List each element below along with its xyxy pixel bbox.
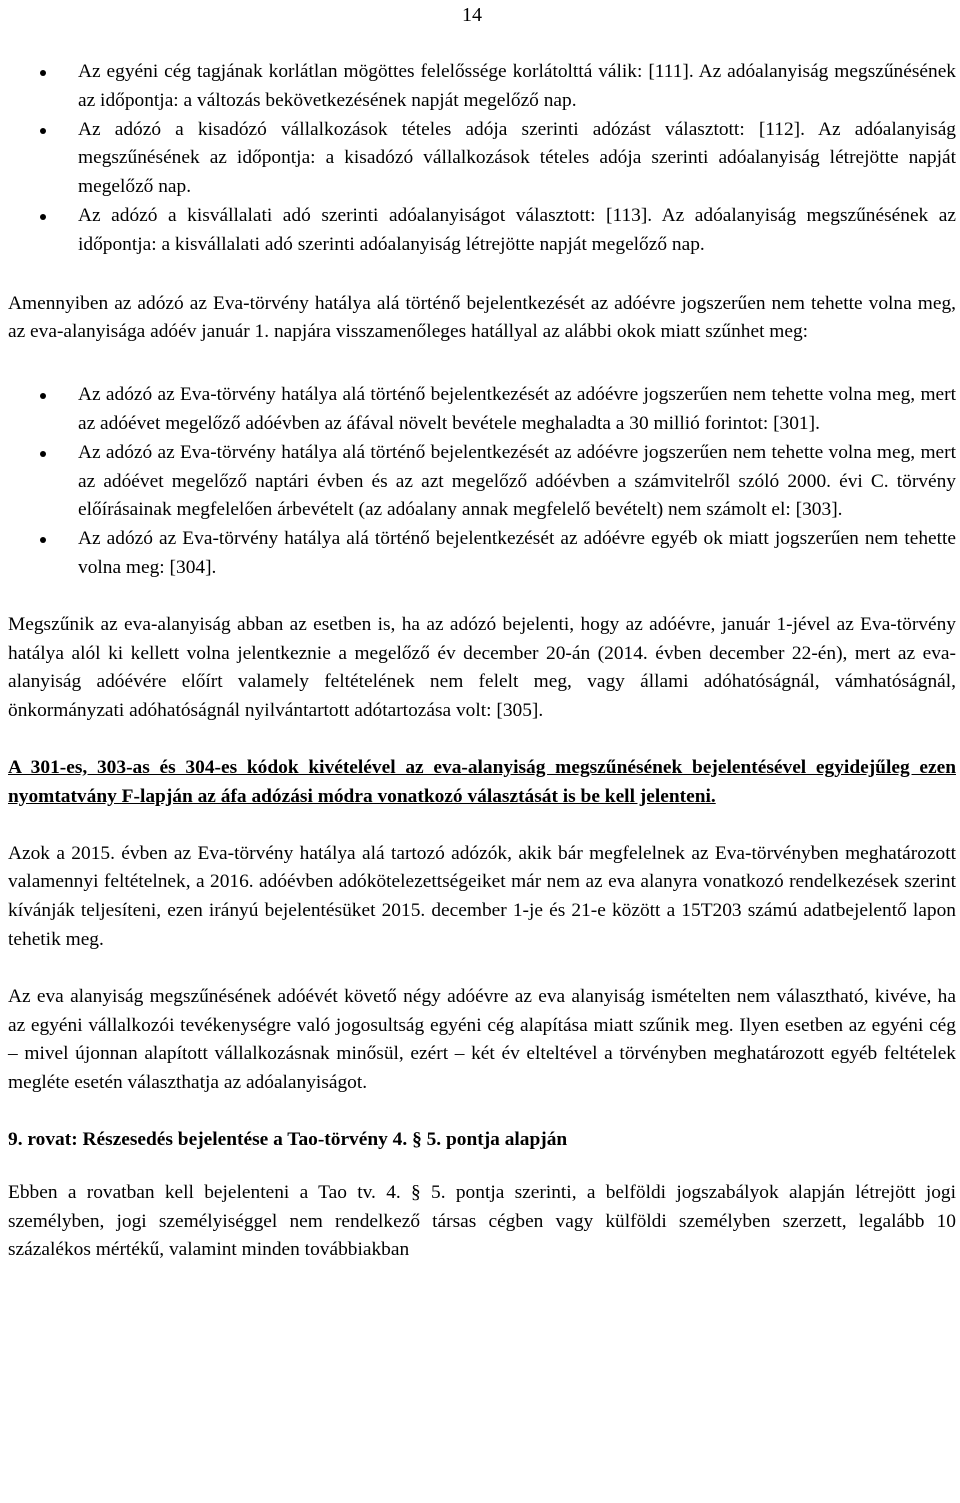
paragraph: Az eva alanyiság megszűnésének adóévét követő négy adóévre az eva alanyiság ismételten nem választható, kivéve, ha az egyéni vállalkozói tevékenységre való jogosultság egyéni cég alapítása miatt szűnik meg. Ilyen esetben az egyéni cég – mivel újonnan alapított vállalkozásnak minősül, ezért – két év elteltével a törvényben meghatározott egyéb feltételek megléte esetén választhatja az adóalanyiságot. (8, 985, 956, 1094)
termination-cases-list (8, 58, 956, 260)
list-item: Az adózó az Eva-törvény hatálya alá történő bejelentkezését az adóévre jogszerűen nem tehette volna meg, mert az adóévet megelőző naptári évben és az azt megelőző adóévben a számvitelről szóló 2000. évi C. törvény előírásainak megfelelően árbevételt (az adóalany annak megfelelő bevételt) nem számolt el: [303]. (8, 439, 956, 525)
highlight-paragraph: A 301-es, 303-as és 304-es kódok kivételével az eva-alanyiság megszűnésének bejelentésével egyidejűleg ezen nyomtatvány F-lapján az áfa adózási módra vonatkozó választását is be kell jelenteni. (8, 756, 956, 807)
paragraph: Azok a 2015. évben az Eva-törvény hatálya alá tartozó adózók, akik bár megfelelnek az Eva-törvényben meghatározott valamennyi feltételnek, a 2016. adóévben adókötelezettségeiket már nem az eva alanyra vonatkozó rendelkezések szerint kívánják teljesíteni, ezen irányú bejelentésüket 2015. december 1-je és 21-e között a 15T203 számú adatbejelentő lapon tehetik meg. (8, 842, 956, 950)
document-body (8, 58, 956, 1265)
bullet-icon (40, 451, 46, 457)
section-heading: 9. rovat: Részesedés bejelentése a Tao-törvény 4. § 5. pontja alapján (8, 1128, 568, 1150)
paragraph: Megszűnik az eva-alanyiság abban az esetben is, ha az adózó bejelenti, hogy az adóévre, január 1-jével az Eva-törvény hatálya alól ki kellett volna jelentkeznie a megelőző év december 20-án (2014. évben december 22-én), mert az eva-alanyiság adóévére előírt valamely feltételének nem felelt meg, vagy állami adóhatóságnál, vámhatóságnál, önkormányzati adóhatóságnál nyilvántartott adótartozása volt: [305]. (8, 613, 956, 722)
page-number: 14 (462, 4, 482, 26)
paragraph: Ebben a rovatban kell bejelenteni a Tao tv. 4. § 5. pontja szerinti, a belföldi jogszabályok alapján létrejött jogi személyben, jogi személyiséggel nem rendelkező társas cégben vagy külföldi személyben szerzett, legalább 10 százalékos mértékű, valamint minden továbbiakban (8, 1181, 956, 1261)
paragraph: Amennyiben az adózó az Eva-törvény hatálya alá történő bejelentkezését az adóévre jogszerűen nem tehette volna meg, az eva-alanyisága adóév január 1. napjára visszamenőleges hatállyal az alábbi okok miatt szűnhet meg: (8, 292, 956, 343)
retroactive-cases-list (8, 381, 956, 583)
bullet-icon (40, 128, 46, 134)
list-item: Az adózó az Eva-törvény hatálya alá történő bejelentkezését az adóévre egyéb ok miatt jogszerűen nem tehette volna meg: [304]. (8, 525, 956, 583)
bullet-icon (40, 537, 46, 543)
list-item: Az adózó a kisvállalati adó szerinti adóalanyiságot választott: [113]. Az adóalanyiság megszűnésének az időpontja: a kisvállalati adó szerinti adóalanyiság létrejötte napját megelőző nap. (8, 202, 956, 260)
list-item: Az egyéni cég tagjának korlátlan mögöttes felelőssége korlátolttá válik: [111]. Az adóalanyiság megszűnésének az időpontja: a változás bekövetkezésének napját megelőző nap. (8, 58, 956, 116)
list-item: Az adózó a kisadózó vállalkozások tételes adója szerinti adózást választott: [112]. Az adóalanyiság megszűnésének az időpontja: a kisadózó vállalkozások tételes adója szerinti adóalanyiság létrejötte napját megelőző nap. (8, 116, 956, 202)
list-item: Az adózó az Eva-törvény hatálya alá történő bejelentkezését az adóévre jogszerűen nem tehette volna meg, mert az adóévet megelőző adóévben az áfával növelt bevétele meghaladta a 30 millió forintot: [301]. (8, 381, 956, 439)
bullet-icon (40, 214, 46, 220)
bullet-icon (40, 70, 46, 76)
bullet-icon (40, 393, 46, 399)
